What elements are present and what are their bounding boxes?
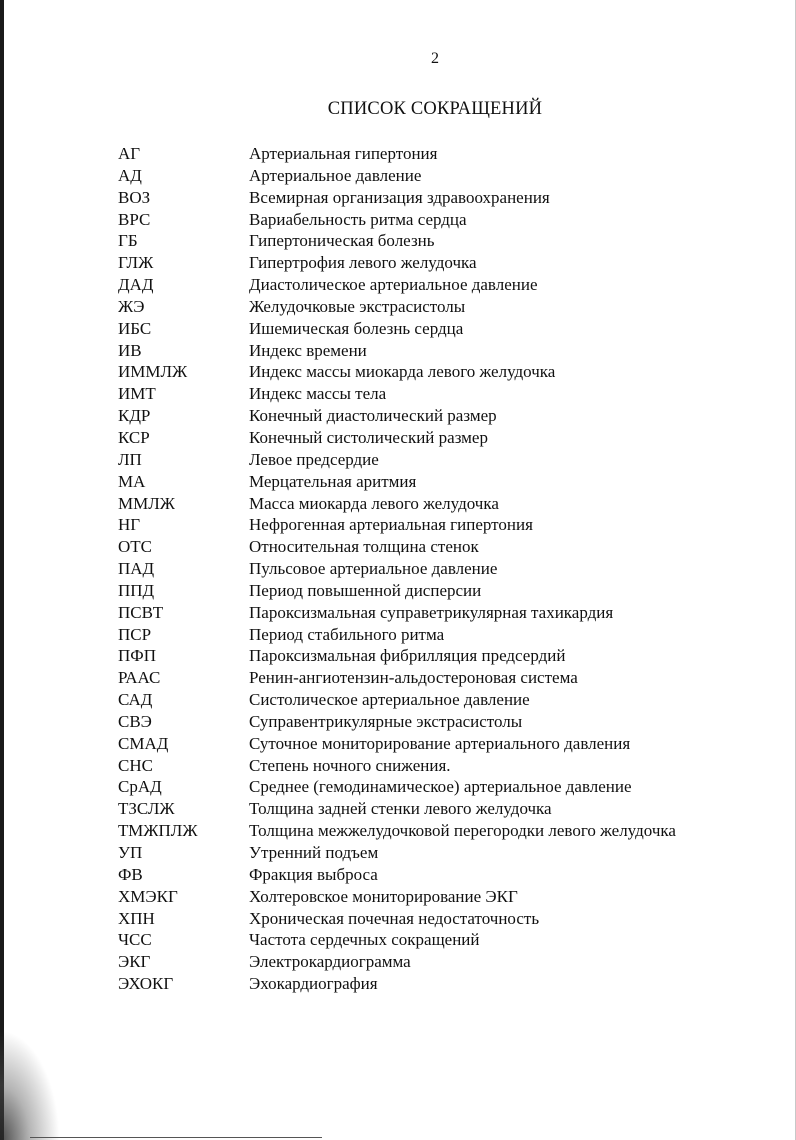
- abbreviation-row: [118, 165, 676, 187]
- abbreviation-row: [118, 449, 676, 471]
- abbreviation-row: [118, 340, 676, 362]
- abbreviation-term: ЧСС: [118, 930, 152, 950]
- abbreviation-row: [118, 602, 676, 624]
- abbreviation-row: [118, 886, 676, 908]
- abbreviation-definition: Толщина задней стенки левого желудочка: [249, 799, 552, 819]
- abbreviation-definition: Хроническая почечная недостаточность: [249, 908, 540, 928]
- abbreviation-definition: Масса миокарда левого желудочка: [249, 493, 499, 513]
- abbreviation-row: [118, 471, 676, 493]
- abbreviation-definition: Артериальная гипертония: [249, 144, 438, 163]
- scan-bottom-line: [30, 1137, 322, 1138]
- abbreviation-term: НГ: [118, 515, 141, 535]
- abbreviation-row: [118, 274, 676, 296]
- abbreviation-term: ХПН: [118, 908, 155, 928]
- abbreviation-row: [118, 143, 676, 165]
- abbreviation-definition: Пароксизмальная суправетрикулярная тахикардия: [249, 602, 614, 622]
- abbreviation-definition: Эхокардиография: [249, 974, 378, 994]
- abbreviation-row: [118, 209, 676, 231]
- abbreviation-definition: Относительная толщина стенок: [249, 537, 479, 557]
- abbreviation-definition: Желудочковые экстрасистолы: [249, 296, 466, 316]
- abbreviation-row: [118, 318, 676, 340]
- abbreviation-definition: Толщина межжелудочковой перегородки левого желудочка: [249, 821, 676, 841]
- abbreviation-term: ЭКГ: [118, 952, 151, 972]
- abbreviation-list: [118, 143, 676, 995]
- abbreviation-term: ХМЭКГ: [118, 886, 178, 906]
- abbreviation-term: ИВ: [118, 340, 142, 360]
- abbreviation-term: ИБС: [118, 318, 152, 338]
- abbreviation-row: [118, 951, 676, 973]
- abbreviation-definition: Фракция выброса: [249, 864, 378, 884]
- abbreviation-row: [118, 296, 676, 318]
- abbreviation-term: РААС: [118, 668, 161, 688]
- abbreviation-term: ПСР: [118, 624, 152, 644]
- abbreviation-row: [118, 536, 676, 558]
- abbreviation-definition: Ишемическая болезнь сердца: [249, 318, 464, 338]
- abbreviation-definition: Артериальное давление: [249, 165, 422, 185]
- abbreviation-term: ППД: [118, 580, 155, 600]
- abbreviation-term: САД: [118, 690, 153, 710]
- abbreviation-term: ВОЗ: [118, 187, 151, 207]
- abbreviation-row: [118, 427, 676, 449]
- abbreviation-term: ГЛЖ: [118, 253, 154, 273]
- abbreviation-row: [118, 230, 676, 252]
- abbreviation-row: [118, 645, 676, 667]
- abbreviation-row: [118, 493, 676, 515]
- abbreviation-term: АГ: [118, 144, 141, 163]
- abbreviation-term: ЖЭ: [118, 296, 145, 316]
- abbreviation-term: СрАД: [118, 777, 162, 797]
- abbreviation-term: ЛП: [118, 449, 142, 469]
- abbreviation-definition: Ренин-ангиотензин-альдостероновая система: [249, 668, 578, 688]
- abbreviation-row: [118, 580, 676, 602]
- abbreviation-row: [118, 667, 676, 689]
- abbreviation-row: [118, 689, 676, 711]
- abbreviation-row: [118, 929, 676, 951]
- abbreviation-row: [118, 908, 676, 930]
- abbreviation-term: СВЭ: [118, 711, 152, 731]
- abbreviation-term: ФВ: [118, 864, 143, 884]
- page-number: 2: [431, 50, 439, 67]
- abbreviation-row: [118, 624, 676, 646]
- abbreviation-definition: Холтеровское мониторирование ЭКГ: [249, 886, 518, 906]
- abbreviation-row: [118, 798, 676, 820]
- abbreviation-term: КДР: [118, 406, 151, 426]
- abbreviation-definition: Мерцательная аритмия: [249, 471, 417, 491]
- abbreviation-definition: Конечный диастолический размер: [249, 406, 497, 426]
- abbreviation-row: [118, 864, 676, 886]
- abbreviation-term: ММЛЖ: [118, 493, 175, 513]
- abbreviation-definition: Период повышенной дисперсии: [249, 580, 482, 600]
- abbreviation-definition: Среднее (гемодинамическое) артериальное давление: [249, 777, 632, 797]
- abbreviation-row: [118, 252, 676, 274]
- abbreviation-term: ДАД: [118, 275, 154, 295]
- abbreviation-term: ТЗСЛЖ: [118, 799, 175, 819]
- abbreviation-definition: Индекс массы миокарда левого желудочка: [249, 362, 556, 382]
- abbreviation-definition: Частота сердечных сокращений: [249, 930, 480, 950]
- abbreviation-definition: Систолическое артериальное давление: [249, 690, 530, 710]
- abbreviation-definition: Период стабильного ритма: [249, 624, 445, 644]
- abbreviation-row: [118, 187, 676, 209]
- abbreviation-definition: Суправентрикулярные экстрасистолы: [249, 711, 523, 731]
- abbreviation-definition: Гипертрофия левого желудочка: [249, 253, 477, 273]
- abbreviation-term: ИМТ: [118, 384, 156, 404]
- abbreviation-definition: Индекс массы тела: [249, 384, 387, 404]
- abbreviation-term: МА: [118, 471, 146, 491]
- abbreviation-row: [118, 842, 676, 864]
- abbreviation-definition: Электрокардиограмма: [249, 952, 411, 972]
- abbreviation-row: [118, 361, 676, 383]
- abbreviation-row: [118, 733, 676, 755]
- abbreviation-definition: Утренний подъем: [249, 843, 379, 862]
- abbreviation-row: [118, 558, 676, 580]
- abbreviation-row: [118, 820, 676, 842]
- abbreviation-term: ИММЛЖ: [118, 362, 188, 382]
- abbreviation-row: [118, 514, 676, 536]
- abbreviation-term: ПФП: [118, 646, 156, 666]
- abbreviation-term: ГБ: [118, 231, 138, 251]
- abbreviation-term: ЭХОКГ: [118, 974, 174, 994]
- abbreviation-term: СМАД: [118, 733, 169, 753]
- abbreviation-term: ПАД: [118, 559, 155, 579]
- abbreviation-definition: Индекс времени: [249, 340, 367, 360]
- abbreviation-definition: Суточное мониторирование артериального давления: [249, 733, 631, 753]
- abbreviation-term: СНС: [118, 755, 153, 775]
- abbreviation-definition: Пульсовое артериальное давление: [249, 559, 498, 579]
- abbreviation-row: [118, 973, 676, 995]
- abbreviation-definition: Левое предсердие: [249, 449, 379, 469]
- abbreviation-definition: Вариабельность ритма сердца: [249, 209, 467, 229]
- abbreviation-definition: Пароксизмальная фибрилляция предсердий: [249, 646, 566, 666]
- abbreviation-definition: Степень ночного снижения.: [249, 755, 451, 775]
- abbreviation-row: [118, 405, 676, 427]
- abbreviation-term: ВРС: [118, 209, 151, 229]
- abbreviation-row: [118, 776, 676, 798]
- scan-corner-shadow: [0, 1030, 60, 1140]
- abbreviation-definition: Всемирная организация здравоохранения: [249, 187, 550, 207]
- abbreviation-term: КСР: [118, 427, 150, 447]
- abbreviation-row: [118, 711, 676, 733]
- abbreviation-row: [118, 383, 676, 405]
- abbreviation-definition: Конечный систолический размер: [249, 427, 488, 447]
- abbreviation-term: ОТС: [118, 537, 152, 557]
- abbreviation-term: ТМЖПЛЖ: [118, 821, 198, 841]
- abbreviation-term: УП: [118, 843, 143, 862]
- abbreviation-row: [118, 755, 676, 777]
- abbreviation-definition: Гипертоническая болезнь: [249, 231, 435, 251]
- abbreviation-definition: Диастолическое артериальное давление: [249, 275, 538, 295]
- scan-left-edge: [0, 0, 4, 1140]
- abbreviation-term: ПСВТ: [118, 602, 164, 622]
- page-title: СПИСОК СОКРАЩЕНИЙ: [327, 99, 543, 119]
- abbreviation-definition: Нефрогенная артериальная гипертония: [249, 515, 533, 535]
- abbreviation-term: АД: [118, 165, 142, 185]
